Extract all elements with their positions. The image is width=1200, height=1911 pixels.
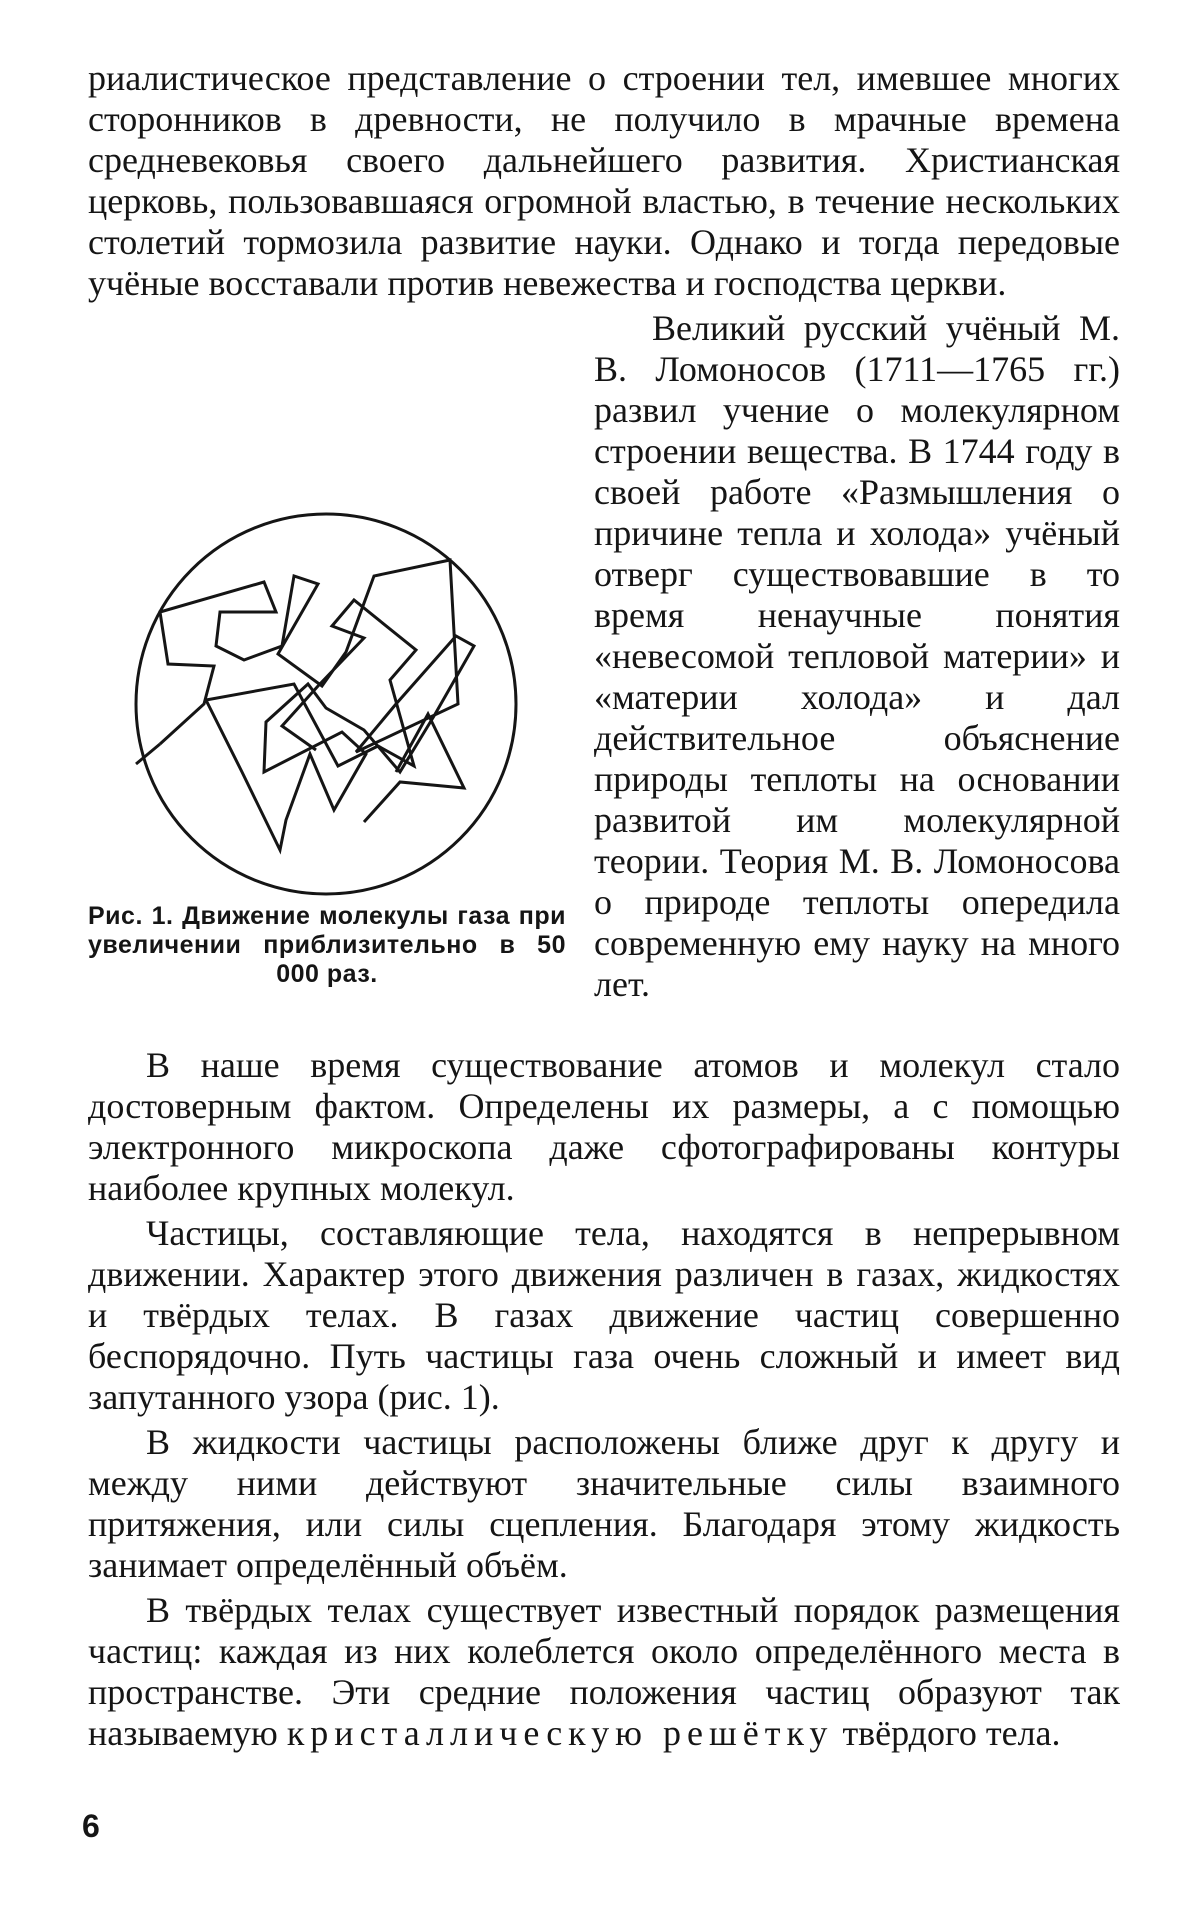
paragraph-5: В жидкости частицы расположены ближе друг к другу и между ними действуют значительные силы взаимного притяжения, или силы сцепления. Благодаря этому жидкость занимает определённый объём. <box>88 1422 1120 1585</box>
paragraph-3: В наше время существование атомов и молекул стало достоверным фактом. Определены их размеры, а с помощью электронного микроскопа даже сфотографированы контуры наиболее крупных молекул. <box>88 1045 1120 1208</box>
spaced-term: кристаллическую решётку <box>286 1713 834 1753</box>
paragraph-2-text: Великий русский учёный М. В. Ломоносов (1711—1765 гг.) развил учение о молекулярном строении вещества. В 1744 году в своей работе «Размышления о причине тепла и холода» учёный отверг существовавшие в то время ненаучные понятия «невесомой тепловой материи» и «материи холода» и дал действительное объяснение природы теплоты на основании развитой им молекулярной теории. Теория М. В. Ломоносова о природе теплоты опередила современную ему науку на много лет. <box>594 308 1120 1004</box>
page-body-lower <box>88 1045 1120 1758</box>
paragraph-6 <box>88 1590 1120 1754</box>
figure-caption: Рис. 1. Движение молекулы газа при увеличении приблизительно в 50 000 раз. <box>88 902 566 988</box>
paragraph-6-start: В твёрдых телах существует известный порядок размещения частиц: каждая из них колеблется около определённого места в пространстве. Эти средние положения частиц образуют так называемую <box>88 1590 1120 1753</box>
molecule-path-extra <box>364 714 464 822</box>
figure-1 <box>88 486 566 1046</box>
page-number: 6 <box>82 1808 100 1844</box>
molecule-path <box>160 560 474 850</box>
paragraph-1: риалистическое представление о строении тел, имевшее многих сторонников в древности, не получило в мрачные времена средневековья своего дальнейшего развития. Христианская церковь, пользовавшаяся огромной властью, в течение нескольких столетий тормозила развитие науки. Однако и тогда передовые учёные восставали против невежества и господства церкви. <box>88 58 1120 303</box>
paragraph-6-end: твёрдого тела. <box>833 1713 1061 1753</box>
molecule-path-figure <box>96 504 556 904</box>
paragraph-4: Частицы, составляющие тела, находятся в непрерывном движении. Характер этого движения различен в газах, жидкостях и твёрдых телах. В газах движение частиц совершенно беспорядочно. Путь частицы газа очень сложный и имеет вид запутанного узора (рис. 1). <box>88 1213 1120 1417</box>
